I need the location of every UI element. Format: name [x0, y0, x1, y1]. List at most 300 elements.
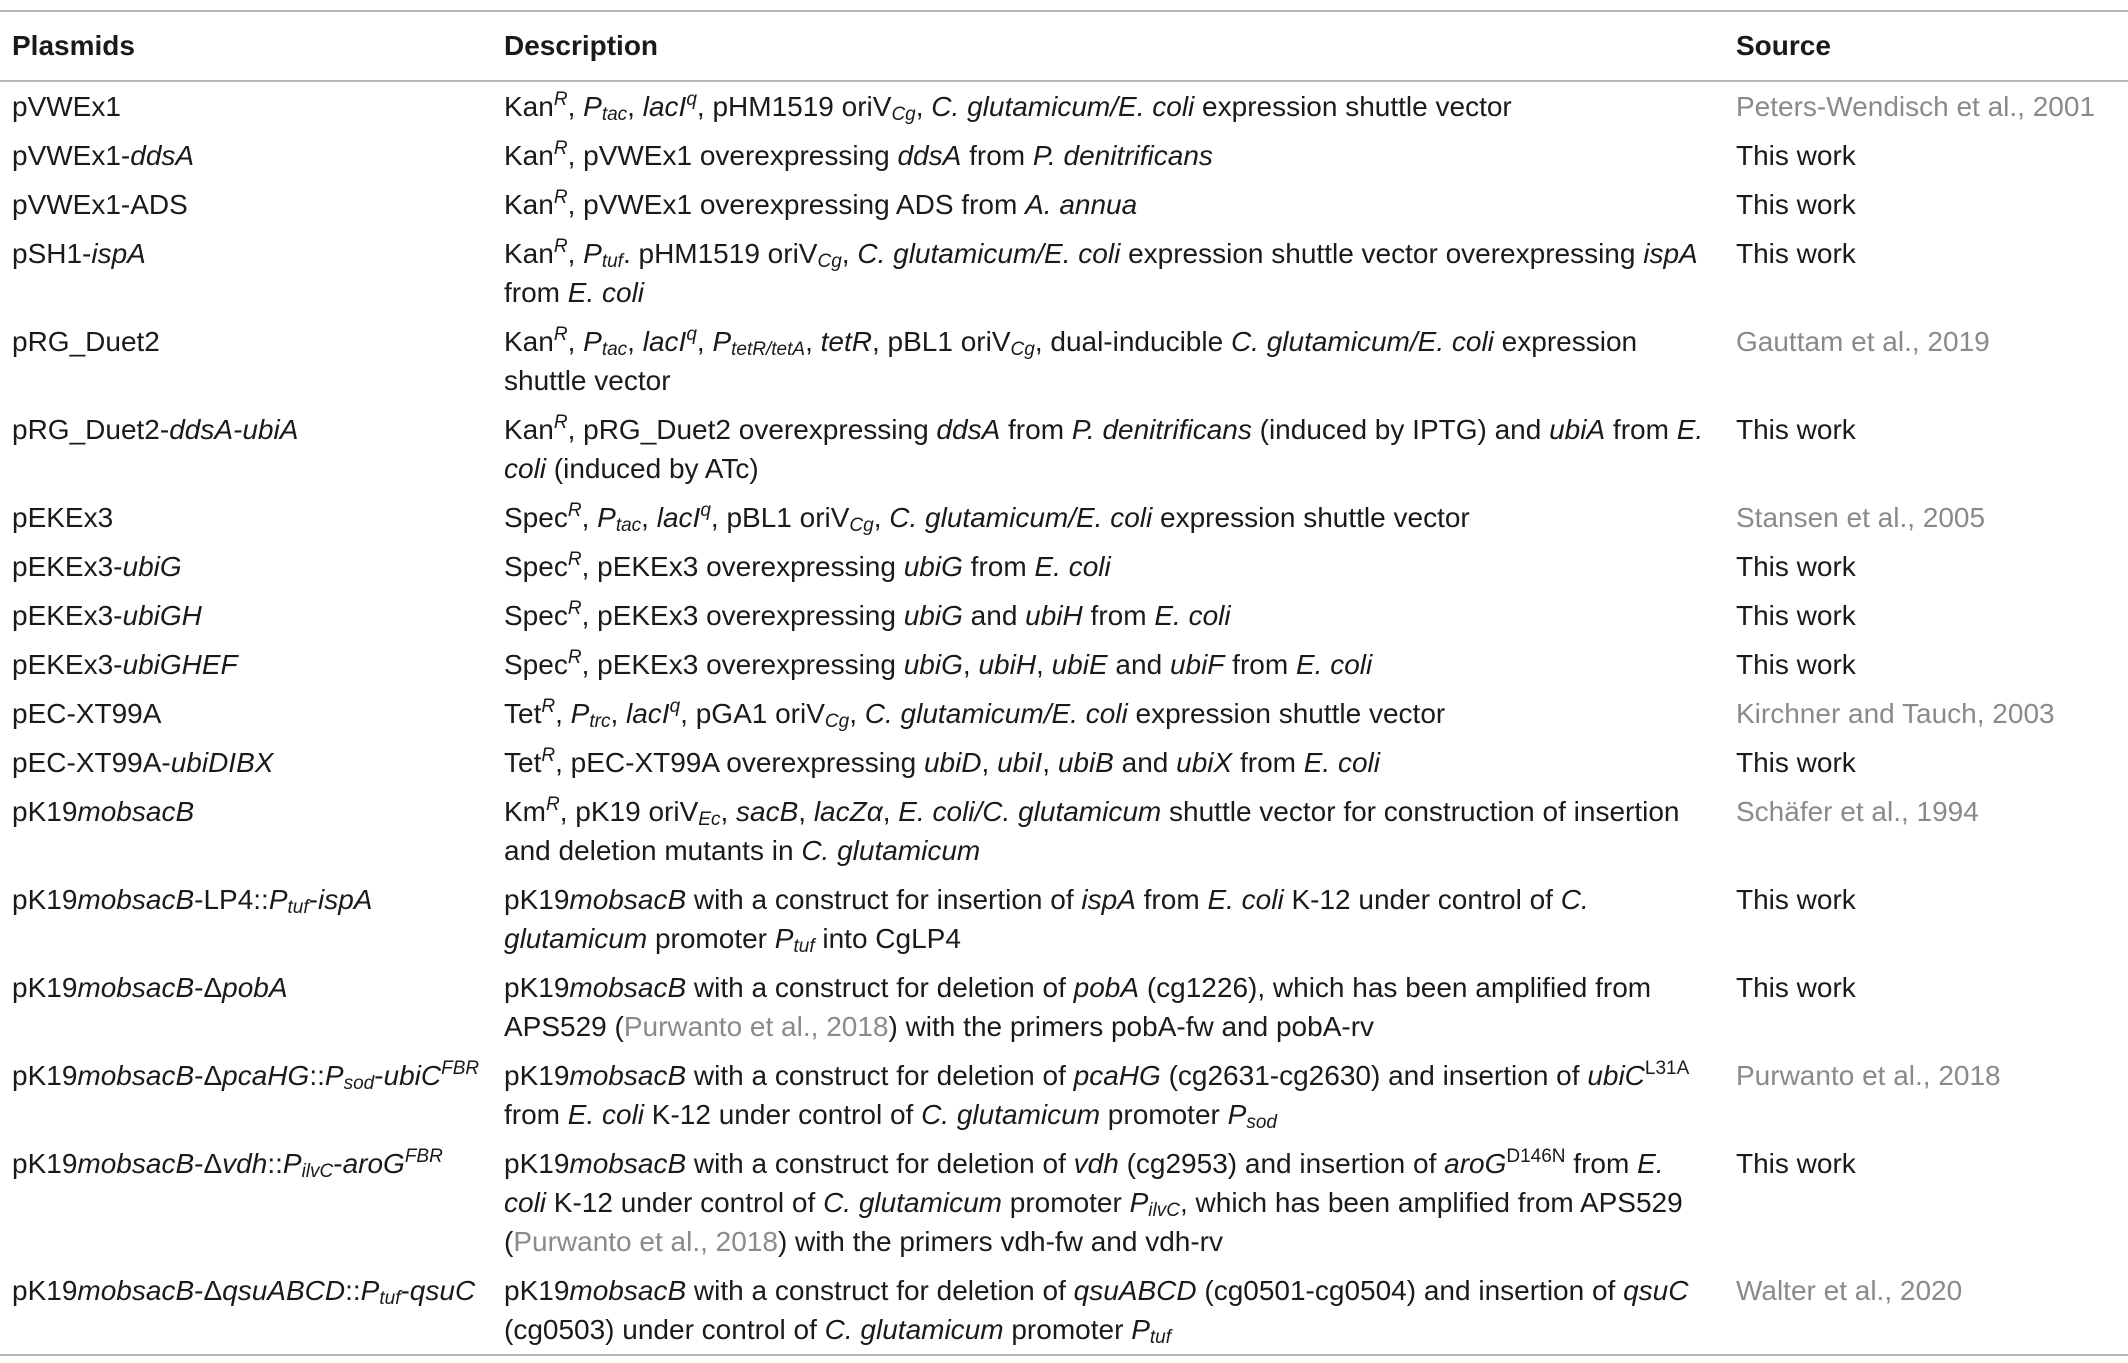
text-segment: , — [849, 698, 865, 729]
text-segment: Kan — [504, 414, 554, 445]
table-row — [0, 229, 2128, 317]
text-segment: with a construct for deletion of — [686, 1060, 1074, 1091]
text-segment: -Δ — [194, 1060, 223, 1091]
plasmid-table — [0, 10, 2128, 1356]
text-segment: ) with the primers pobA-fw and pobA-rv — [888, 1011, 1375, 1042]
text-segment: (cg0501-cg0504) and insertion of — [1196, 1275, 1624, 1306]
text-segment: (cg1226), which has been amplified from APS529 ( — [504, 972, 1652, 1042]
text-segment: ispA — [317, 884, 373, 915]
text-segment: ubiF — [1169, 649, 1225, 680]
text-segment: promoter — [647, 923, 775, 954]
text-segment: ubiI — [997, 747, 1043, 778]
text-segment: tac — [601, 104, 628, 125]
text-segment: P — [268, 884, 288, 915]
text-segment: R — [541, 745, 556, 766]
text-segment: pK19 — [504, 1060, 570, 1091]
text-segment: C. glutamicum/E. coli — [864, 698, 1128, 729]
text-segment: pVWEx1 — [12, 91, 121, 122]
text-segment: , — [1042, 747, 1058, 778]
text-segment: R — [567, 647, 582, 668]
text-segment: ispA — [91, 238, 146, 269]
table-body — [0, 81, 2128, 1355]
table-row — [0, 963, 2128, 1051]
table-row — [0, 131, 2128, 180]
text-segment: , pVWEx1 overexpressing — [567, 140, 898, 171]
text-segment: and — [1107, 649, 1170, 680]
description-cell — [492, 689, 1724, 738]
source-cell: This work — [1736, 600, 1856, 631]
plasmid-cell — [0, 738, 492, 787]
text-segment: C. glutamicum/E. coli — [857, 238, 1121, 269]
text-segment: - — [308, 884, 318, 915]
text-segment: R — [553, 236, 568, 257]
source-citation[interactable]: Gauttam et al., 2019 — [1736, 326, 1990, 357]
description-cell — [492, 875, 1724, 963]
text-segment: expression shuttle vector — [1127, 698, 1446, 729]
text-segment: E. coli — [504, 1148, 1664, 1218]
text-segment: D146N — [1506, 1146, 1566, 1167]
text-segment: P — [712, 326, 732, 357]
text-segment: Km — [504, 796, 546, 827]
source-cell: This work — [1736, 140, 1856, 171]
text-segment: , which has been amplified from APS529 ( — [504, 1187, 1683, 1257]
text-segment: ilvC — [1148, 1200, 1180, 1221]
text-segment: P — [1129, 1187, 1149, 1218]
text-segment: E. coli — [567, 277, 645, 308]
text-segment: from — [961, 140, 1033, 171]
text-segment: P — [597, 502, 616, 533]
text-segment: - — [333, 1148, 343, 1179]
text-segment: tuf — [1149, 1327, 1171, 1348]
source-cell: This work — [1736, 414, 1856, 445]
text-segment: lacI — [626, 698, 670, 729]
text-segment: (induced by ATc) — [546, 453, 759, 484]
text-segment: , — [1036, 649, 1052, 680]
text-segment: pEKEx3- — [12, 649, 123, 680]
plasmid-cell — [0, 542, 492, 591]
description-cell — [492, 180, 1724, 229]
text-segment: Spec — [504, 551, 568, 582]
text-segment: C. glutamicum — [921, 1099, 1101, 1130]
source-citation[interactable]: Peters-Wendisch et al., 2001 — [1736, 91, 2096, 122]
plasmid-cell — [0, 640, 492, 689]
text-segment: E. coli/C. glutamicum — [898, 796, 1162, 827]
text-segment: ddsA — [936, 414, 1001, 445]
plasmid-cell — [0, 229, 492, 317]
plasmid-cell — [0, 875, 492, 963]
text-segment: , — [798, 796, 814, 827]
description-cell — [492, 493, 1724, 542]
text-segment: -Δ — [194, 972, 223, 1003]
plasmid-cell — [0, 1139, 492, 1266]
text-segment: P — [583, 238, 602, 269]
source-cell: This work — [1736, 747, 1856, 778]
text-segment: pK19 — [12, 1148, 78, 1179]
description-cell — [492, 963, 1724, 1051]
text-segment: R — [567, 598, 582, 619]
table-row — [0, 1266, 2128, 1355]
description-cell — [492, 405, 1724, 493]
text-segment: R — [567, 549, 582, 570]
text-segment: , — [873, 502, 890, 533]
text-segment: pEC-XT99A- — [12, 747, 171, 778]
text-segment: tac — [601, 339, 628, 360]
header-source: Source — [1736, 30, 1831, 61]
text-segment: P. denitrificans — [1032, 140, 1213, 171]
text-segment: mobsacB — [77, 1060, 195, 1091]
text-segment: C. glutamicum/E. coli — [931, 91, 1195, 122]
table-row — [0, 493, 2128, 542]
text-segment: and — [1113, 747, 1177, 778]
plasmid-cell — [0, 1051, 492, 1139]
text-segment: from — [962, 551, 1035, 582]
header-row — [0, 11, 2128, 81]
plasmid-cell — [0, 963, 492, 1051]
text-segment: tuf — [379, 1288, 401, 1309]
source-citation[interactable]: Stansen et al., 2005 — [1736, 502, 1986, 533]
text-segment: from — [1135, 884, 1208, 915]
text-segment: trc — [589, 711, 611, 732]
table-row — [0, 405, 2128, 493]
text-segment: - — [374, 1060, 384, 1091]
text-segment: from — [504, 1099, 568, 1130]
text-segment: P — [583, 91, 602, 122]
text-segment: Kan — [504, 326, 554, 357]
text-segment: K-12 under control of — [546, 1187, 824, 1218]
text-segment: from — [1224, 649, 1296, 680]
text-segment: FBR — [404, 1146, 443, 1167]
text-segment: P — [324, 1060, 344, 1091]
text-segment: K-12 under control of — [1283, 884, 1561, 915]
text-segment: mobsacB — [569, 1148, 687, 1179]
text-segment: lacI — [642, 91, 687, 122]
source-cell: This work — [1736, 238, 1856, 269]
text-segment: , — [567, 91, 584, 122]
table-header — [0, 11, 2128, 81]
description-cell — [492, 1266, 1724, 1355]
text-segment: lacI — [642, 326, 687, 357]
text-segment: , — [915, 91, 932, 122]
text-segment: R — [553, 187, 568, 208]
text-segment: tuf — [287, 897, 309, 918]
header-plasmids: Plasmids — [12, 30, 135, 61]
text-segment: R — [553, 412, 568, 433]
text-segment: C. glutamicum — [824, 1314, 1004, 1345]
text-segment: , — [720, 796, 737, 827]
text-segment: ubiB — [1057, 747, 1114, 778]
text-segment: Cg — [1010, 339, 1035, 360]
text-segment: ubiGHEF — [122, 649, 238, 680]
plasmid-cell — [0, 591, 492, 640]
text-segment: promoter — [1002, 1187, 1130, 1218]
description-cell — [492, 640, 1724, 689]
text-segment: , pGA1 oriV — [680, 698, 825, 729]
table-row — [0, 1051, 2128, 1139]
plasmid-cell — [0, 317, 492, 405]
text-segment: , pEKEx3 overexpressing — [581, 551, 904, 582]
text-segment: L31A — [1644, 1058, 1690, 1079]
text-segment: pK19 — [504, 1275, 570, 1306]
description-cell — [492, 738, 1724, 787]
text-segment: , pBL1 oriV — [710, 502, 850, 533]
text-segment: expression shuttle vector — [1152, 502, 1470, 533]
text-segment: E. coli — [1295, 649, 1373, 680]
text-segment: , — [567, 326, 584, 357]
text-segment: (induced by IPTG) and — [1251, 414, 1550, 445]
source-citation[interactable]: Purwanto et al., 2018 — [1736, 1060, 2001, 1091]
text-segment: C. glutamicum — [823, 1187, 1002, 1218]
table-row — [0, 875, 2128, 963]
text-segment: from — [1565, 1148, 1638, 1179]
text-segment: from — [1605, 414, 1677, 445]
text-segment: pK19 — [12, 1060, 78, 1091]
table-row — [0, 787, 2128, 875]
header-description: Description — [504, 30, 659, 61]
source-cell: This work — [1736, 884, 1856, 915]
table-row — [0, 738, 2128, 787]
text-segment: ubiG — [903, 600, 963, 631]
text-segment: Kan — [504, 238, 554, 269]
text-segment: mobsacB — [569, 1060, 687, 1091]
text-segment: pK19 — [504, 972, 570, 1003]
description-cell — [492, 81, 1724, 131]
text-segment: qsuC — [409, 1275, 476, 1306]
text-segment: pK19 — [504, 1148, 570, 1179]
text-segment: , — [627, 91, 643, 122]
text-segment: mobsacB — [569, 884, 687, 915]
text-segment: pVWEx1-ADS — [12, 189, 188, 220]
text-segment: into CgLP4 — [814, 923, 961, 954]
text-segment: P — [1131, 1314, 1150, 1345]
text-segment: , pK19 oriV — [559, 796, 699, 827]
source-cell: This work — [1736, 189, 1856, 220]
text-segment: pK19 — [12, 796, 78, 827]
text-segment: qsuABCD — [222, 1275, 346, 1306]
text-segment: pK19 — [504, 884, 570, 915]
source-cell: This work — [1736, 972, 1856, 1003]
text-segment: lacI — [656, 502, 701, 533]
text-segment: from — [1082, 600, 1155, 631]
text-segment: :: — [309, 1060, 325, 1091]
description-cell — [492, 787, 1724, 875]
text-segment: (cg0503) under control of — [504, 1314, 825, 1345]
text-segment: with a construct for deletion of — [686, 1275, 1074, 1306]
text-segment: ubiGH — [122, 600, 202, 631]
text-segment: pVWEx1- — [12, 140, 131, 171]
source-cell: This work — [1736, 1148, 1856, 1179]
text-segment: Cg — [817, 251, 842, 272]
text-segment: , pEKEx3 overexpressing — [581, 600, 904, 631]
table-row — [0, 640, 2128, 689]
text-segment: Kan — [504, 91, 554, 122]
text-segment: (cg2631-cg2630) and insertion of — [1160, 1060, 1588, 1091]
text-segment: pEKEx3- — [12, 551, 123, 582]
text-segment: promoter — [1003, 1314, 1132, 1345]
text-segment: pobA — [222, 972, 288, 1003]
text-segment: ddsA-ubiA — [169, 414, 299, 445]
text-segment: pEKEx3- — [12, 600, 123, 631]
text-segment: E. coli — [1154, 600, 1231, 631]
text-segment: qsuC — [1623, 1275, 1689, 1306]
text-segment: expression shuttle vector overexpressing — [1120, 238, 1644, 269]
table-row — [0, 591, 2128, 640]
text-segment: P — [282, 1148, 302, 1179]
text-segment: expression shuttle vector — [1194, 91, 1512, 122]
text-segment: ubiH — [1025, 600, 1083, 631]
text-segment: P — [360, 1275, 380, 1306]
text-segment: pRG_Duet2- — [12, 414, 170, 445]
citation-link[interactable]: Purwanto et al., 2018 — [623, 1011, 889, 1042]
text-segment: :: — [267, 1148, 283, 1179]
text-segment: pEKEx3 — [12, 502, 114, 533]
table-row — [0, 1139, 2128, 1266]
text-segment: , — [581, 502, 598, 533]
text-segment: Tet — [504, 698, 542, 729]
plasmid-cell — [0, 689, 492, 738]
text-segment: , pVWEx1 overexpressing ADS from — [567, 189, 1026, 220]
plasmid-cell — [0, 1266, 492, 1355]
text-segment: mobsacB — [77, 1275, 195, 1306]
source-citation[interactable]: Walter et al., 2020 — [1736, 1275, 1963, 1306]
text-segment: C. glutamicum/E. coli — [1230, 326, 1494, 357]
text-segment: aroG — [342, 1148, 405, 1179]
text-segment: sod — [343, 1073, 375, 1094]
text-segment: :: — [345, 1275, 361, 1306]
text-segment: , dual-inducible — [1034, 326, 1231, 357]
text-segment: , pEC-XT99A overexpressing — [555, 747, 924, 778]
text-segment: pEC-XT99A — [12, 698, 162, 729]
source-cell: This work — [1736, 649, 1856, 680]
text-segment: from — [1232, 747, 1304, 778]
text-segment: ubiC — [1587, 1060, 1645, 1091]
text-segment: C. glutamicum — [801, 835, 981, 866]
text-segment: q — [686, 89, 697, 110]
text-segment: mobsacB — [77, 884, 195, 915]
text-segment: ubiD — [923, 747, 982, 778]
text-segment: expression shuttle vector — [504, 326, 1638, 396]
text-segment: from — [1000, 414, 1072, 445]
text-segment: mobsacB — [569, 1275, 687, 1306]
text-segment: mobsacB — [77, 1148, 195, 1179]
text-segment: mobsacB — [569, 972, 687, 1003]
text-segment: E. coli — [567, 1099, 645, 1130]
text-segment: ubiDIBX — [170, 747, 274, 778]
text-segment: , pBL1 oriV — [871, 326, 1011, 357]
text-segment: pK19 — [12, 1275, 78, 1306]
text-segment: (cg2953) and insertion of — [1118, 1148, 1445, 1179]
text-segment: Cg — [891, 104, 916, 125]
text-segment: sacB — [736, 796, 799, 827]
text-segment: R — [553, 89, 568, 110]
description-cell — [492, 1139, 1724, 1266]
text-segment: ddsA — [897, 140, 962, 171]
text-segment: E. coli — [1034, 551, 1111, 582]
text-segment: Kan — [504, 140, 554, 171]
text-segment: Tet — [504, 747, 542, 778]
text-segment: ubiG — [903, 649, 963, 680]
text-segment: , — [696, 326, 713, 357]
text-segment: sod — [1246, 1112, 1277, 1133]
text-segment: pK19 — [12, 972, 78, 1003]
text-segment: -Δ — [194, 1148, 223, 1179]
citation-link[interactable]: Purwanto et al., 2018 — [513, 1226, 778, 1257]
text-segment: ubiG — [122, 551, 182, 582]
text-segment: , pRG_Duet2 overexpressing — [567, 414, 937, 445]
text-segment: shuttle vector for construction of insertion and deletion mutants in — [504, 796, 1680, 866]
text-segment: C. glutamicum/E. coli — [889, 502, 1153, 533]
text-segment: E. coli — [1303, 747, 1380, 778]
text-segment: tac — [615, 515, 642, 536]
text-segment: aroG — [1444, 1148, 1507, 1179]
source-citation[interactable]: Schäfer et al., 1994 — [1736, 796, 1979, 827]
description-cell — [492, 317, 1724, 405]
text-segment: vdh — [222, 1148, 268, 1179]
text-segment: , — [841, 238, 858, 269]
source-citation[interactable]: Kirchner and Tauch, 2003 — [1736, 698, 2055, 729]
text-segment: K-12 under control of — [644, 1099, 922, 1130]
text-segment: , — [805, 326, 821, 357]
text-segment: tuf — [793, 936, 815, 957]
text-segment: q — [700, 500, 711, 521]
text-segment: with a construct for insertion of — [686, 884, 1082, 915]
text-segment: ubiX — [1176, 747, 1233, 778]
text-segment: P — [1227, 1099, 1247, 1130]
text-segment: Cg — [824, 711, 850, 732]
text-segment: , — [962, 649, 979, 680]
text-segment: q — [669, 696, 681, 717]
text-segment: ) with the primers vdh-fw and vdh-rv — [777, 1226, 1223, 1257]
text-segment: ispA — [1643, 238, 1698, 269]
text-segment: with a construct for deletion of — [686, 1148, 1074, 1179]
text-segment: R — [541, 696, 556, 717]
plasmid-cell — [0, 81, 492, 131]
text-segment: . pHM1519 oriV — [622, 238, 818, 269]
text-segment: ubiG — [903, 551, 963, 582]
text-segment: pobA — [1073, 972, 1140, 1003]
text-segment: , — [610, 698, 627, 729]
text-segment: , pHM1519 oriV — [696, 91, 892, 122]
table-row — [0, 689, 2128, 738]
description-cell — [492, 591, 1724, 640]
text-segment: P — [774, 923, 794, 954]
text-segment: , pEKEx3 overexpressing — [581, 649, 904, 680]
source-cell: This work — [1736, 551, 1856, 582]
text-segment: Cg — [849, 515, 874, 536]
text-segment: promoter — [1100, 1099, 1228, 1130]
text-segment: Spec — [504, 502, 568, 533]
table-row — [0, 317, 2128, 405]
text-segment: q — [686, 324, 697, 345]
text-segment: pSH1- — [12, 238, 92, 269]
text-segment: ubiH — [978, 649, 1037, 680]
text-segment: R — [567, 500, 582, 521]
text-segment: P — [570, 698, 590, 729]
text-segment: pRG_Duet2 — [12, 326, 160, 357]
text-segment: lacZα — [813, 796, 883, 827]
text-segment: , — [882, 796, 899, 827]
plasmid-cell — [0, 131, 492, 180]
plasmid-cell — [0, 180, 492, 229]
description-cell — [492, 542, 1724, 591]
text-segment: tetR — [820, 326, 872, 357]
text-segment: FBR — [441, 1058, 480, 1079]
table-row — [0, 542, 2128, 591]
text-segment: ddsA — [130, 140, 195, 171]
text-segment: qsuABCD — [1073, 1275, 1197, 1306]
text-segment: ispA — [1081, 884, 1136, 915]
text-segment: mobsacB — [77, 796, 195, 827]
text-segment: pcaHG — [1073, 1060, 1161, 1091]
